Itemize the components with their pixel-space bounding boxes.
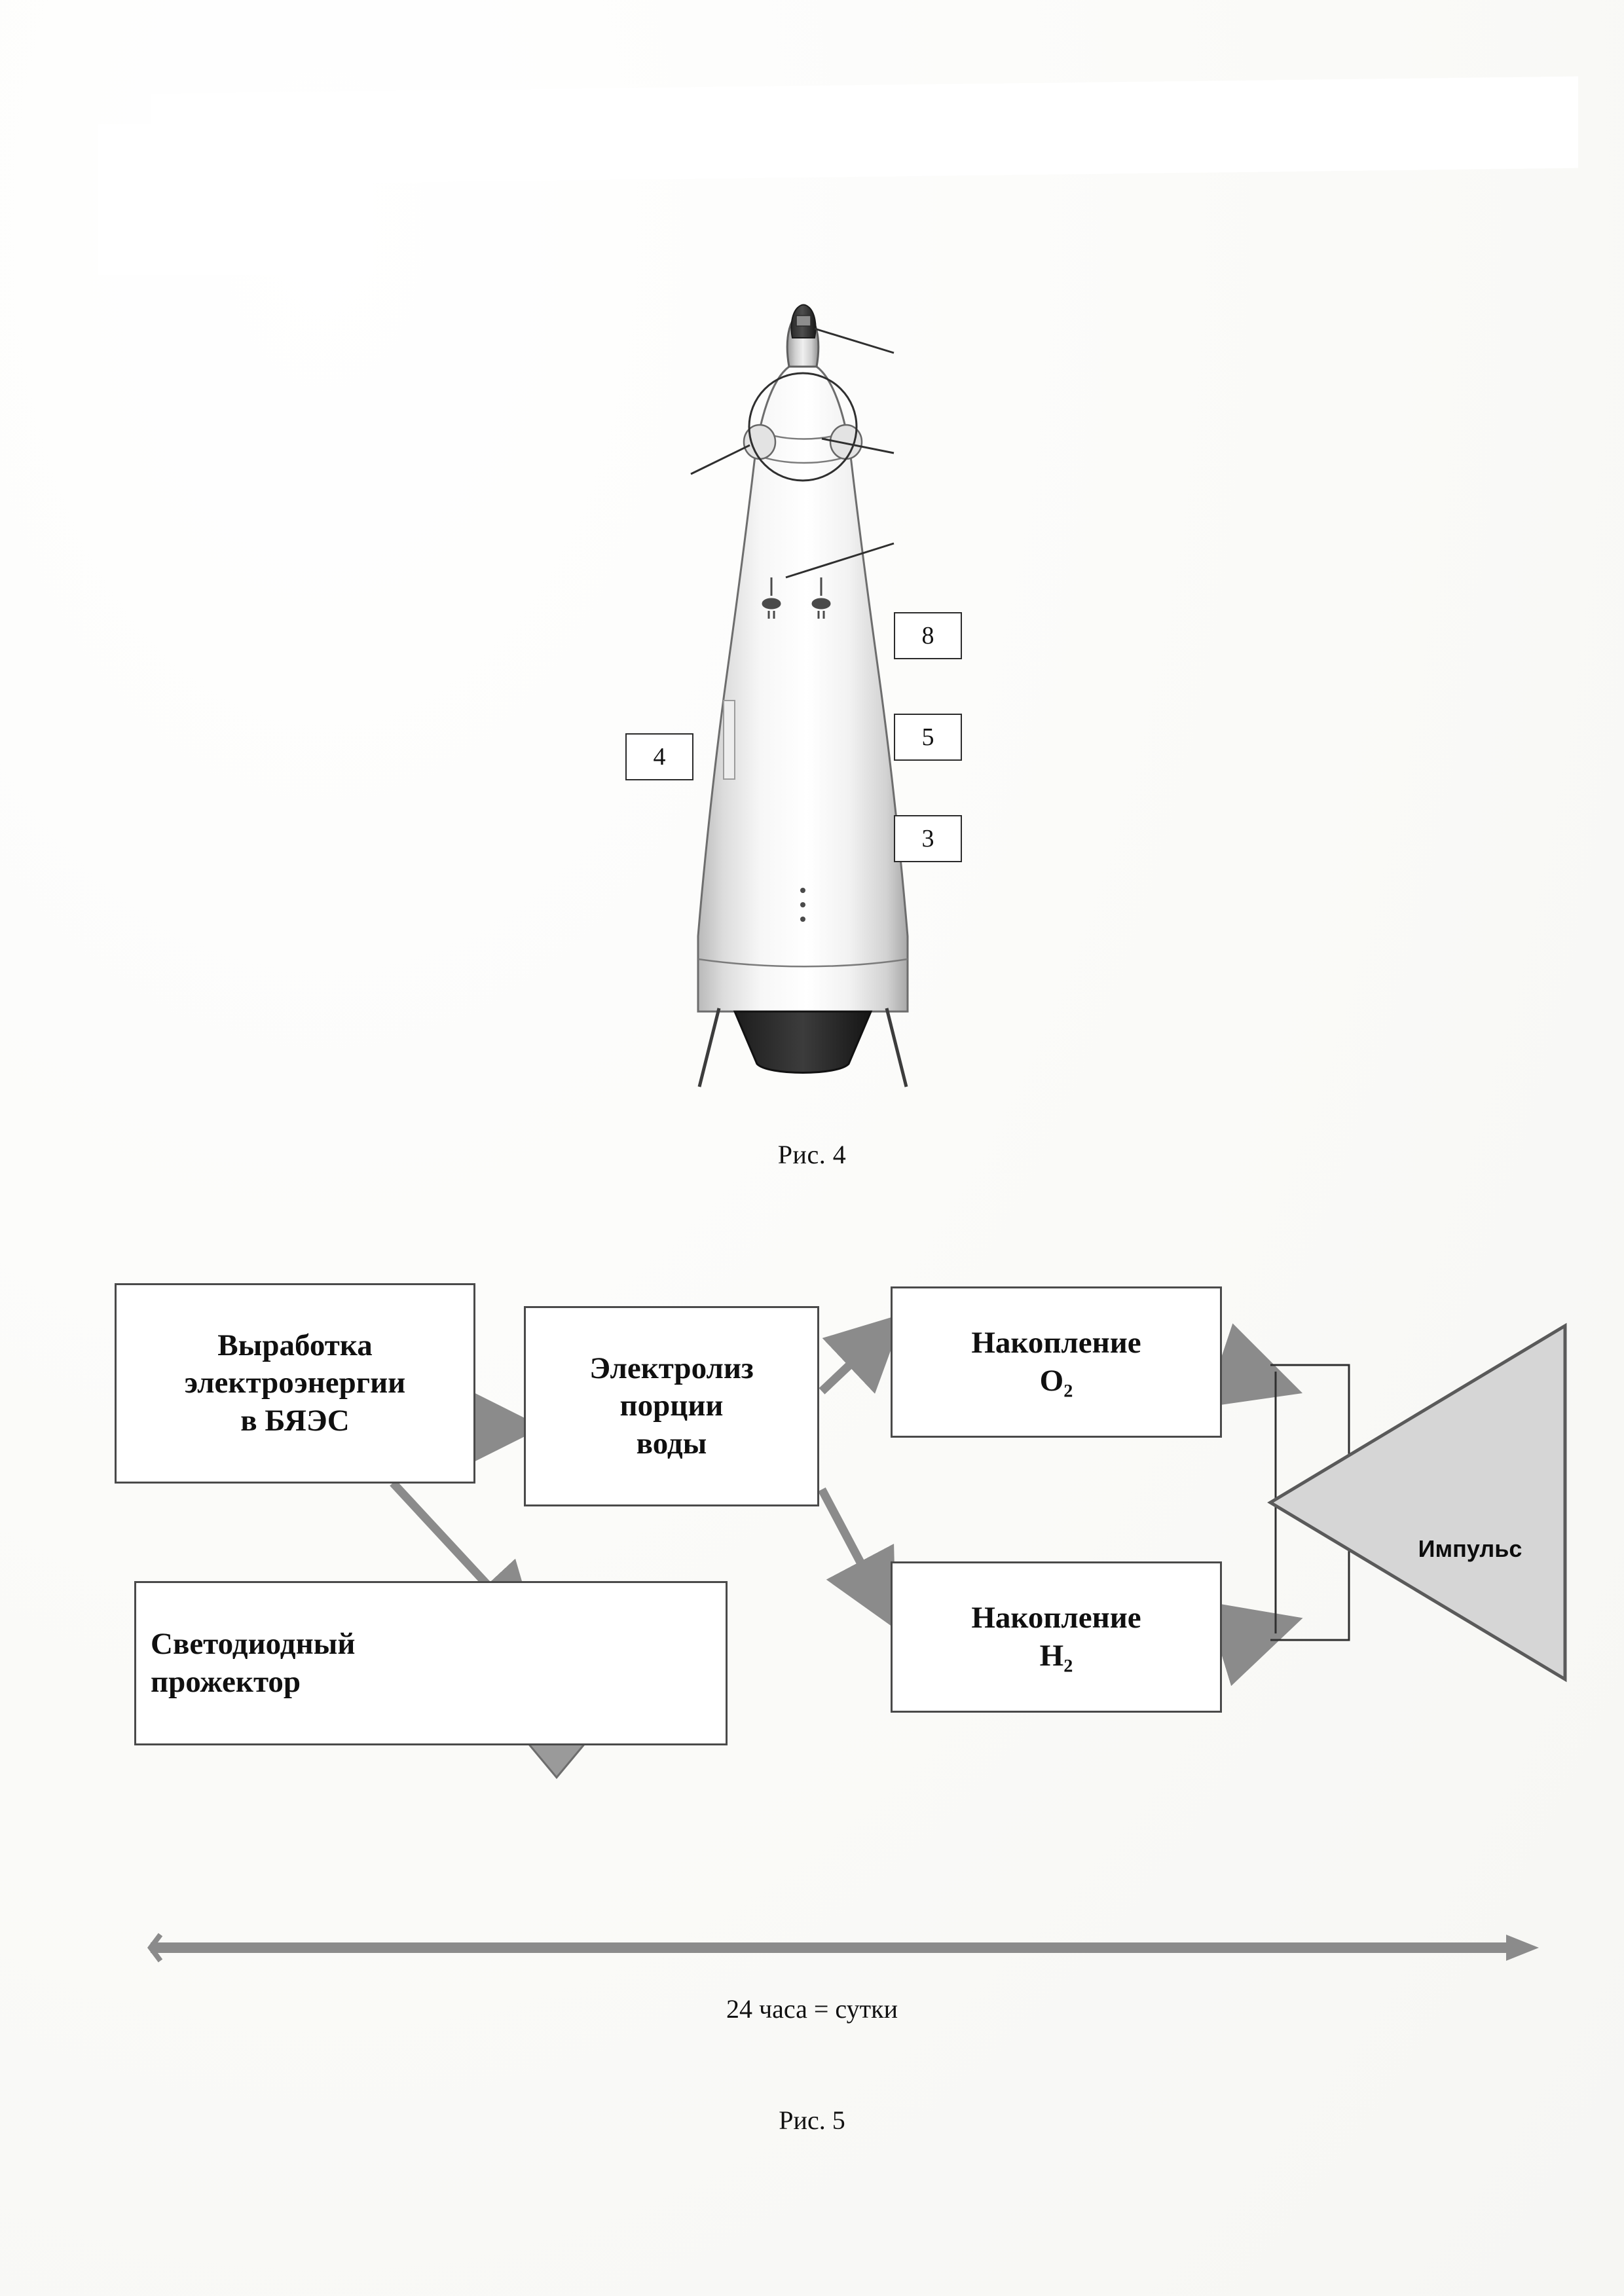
block-line: Выработка	[217, 1328, 373, 1362]
arrow-electrolysis-to-h2	[822, 1489, 881, 1601]
impulse-triangle	[1270, 1326, 1565, 1679]
timeline-arrow	[151, 1935, 1539, 1961]
callout-5[interactable]: 5	[894, 714, 962, 761]
engine-nozzle	[735, 1011, 871, 1073]
callout-3[interactable]: 3	[894, 815, 962, 862]
block-line: прожектор	[151, 1664, 301, 1699]
block-water-electrolysis[interactable]	[524, 1306, 819, 1506]
figure-4	[0, 282, 1624, 1172]
block-formula-o2: O₂	[1039, 1363, 1073, 1398]
callout-8[interactable]: 8	[894, 612, 962, 659]
block-line: Светодиодный	[151, 1627, 356, 1662]
figure-4-caption: Рис. 4	[777, 1140, 847, 1169]
block-led-floodlight[interactable]	[134, 1581, 728, 1745]
block-line: воды	[636, 1426, 707, 1461]
scan-artifact-left	[98, 124, 373, 275]
hatch-panel	[724, 701, 735, 779]
block-hydrogen-storage[interactable]	[891, 1561, 1222, 1713]
block-oxygen-storage[interactable]	[891, 1286, 1222, 1438]
block-line: Накопление	[971, 1326, 1141, 1360]
block-line: в БЯЭС	[240, 1403, 350, 1438]
block-power-generation[interactable]	[115, 1283, 475, 1484]
rocket-illustration	[0, 282, 1624, 1172]
block-line: электроэнергии	[184, 1366, 406, 1400]
block-formula-h2: H₂	[1039, 1638, 1073, 1673]
impulse-label: Импульс	[1418, 1535, 1522, 1562]
nose-window	[796, 316, 811, 326]
block-line: порции	[619, 1389, 724, 1423]
figure-5-caption: Рис. 5	[779, 2105, 845, 2135]
timeline-caption: 24 часа = сутки	[726, 1994, 898, 2024]
block-line: Накопление	[971, 1601, 1141, 1635]
block-line: Электролиз	[589, 1351, 754, 1385]
arrow-electrolysis-to-o2	[822, 1336, 881, 1391]
figure-5	[0, 1231, 1624, 2135]
callout-4[interactable]: 4	[625, 733, 693, 780]
